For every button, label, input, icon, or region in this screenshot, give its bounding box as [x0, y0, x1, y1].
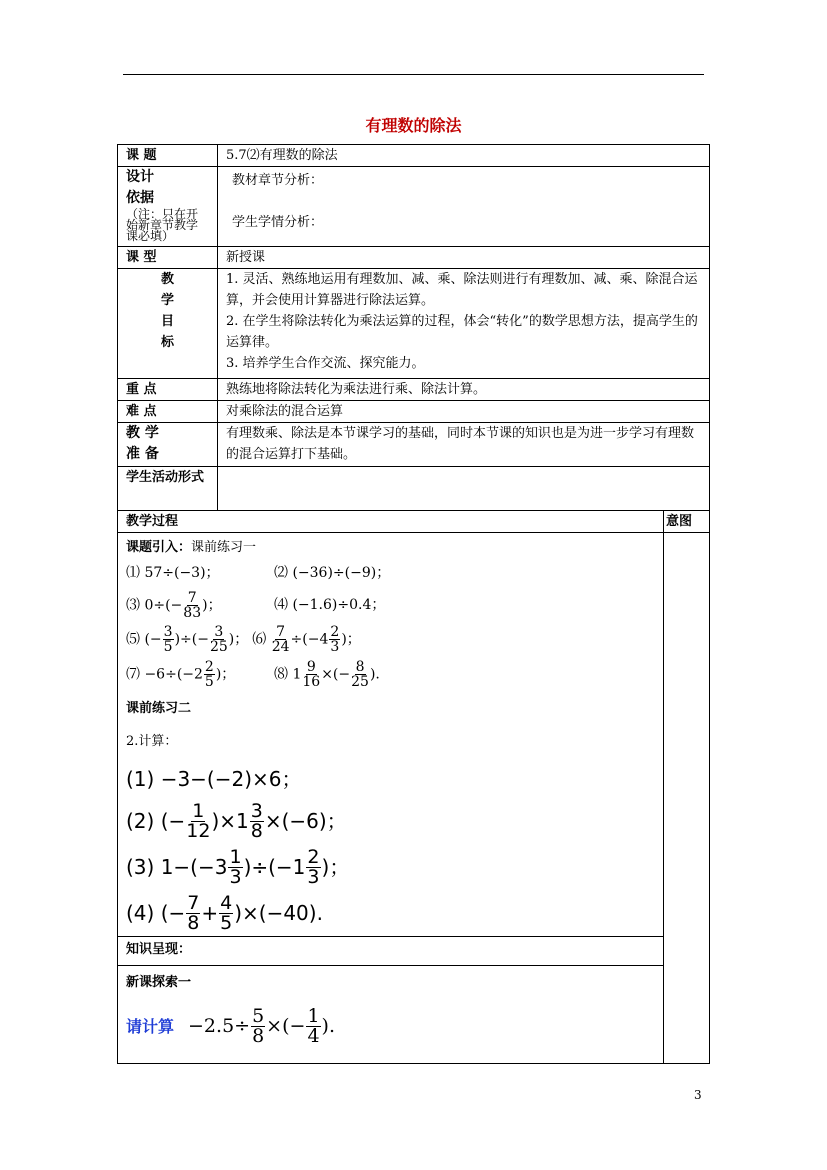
- intent-label: 意图: [664, 511, 710, 533]
- exercise-4: ⑷ (−1.6)÷0.4；: [274, 596, 386, 613]
- difficulty-label: 难 点: [118, 401, 218, 423]
- header-rule: [123, 74, 704, 75]
- explore-expression: 请计算 −2.5÷ $\frac{5}{8}$ ×(− $\frac{1}{4}$ ).: [126, 1005, 335, 1047]
- prep-label-1: 教 学: [126, 425, 159, 441]
- design-label-2: 依据: [126, 190, 154, 206]
- student-analysis: 学生学情分析：: [232, 215, 324, 230]
- exercise-2: ⑵ (−36)÷(−9)；: [274, 564, 391, 581]
- key-point-label: 重 点: [118, 379, 218, 401]
- exercise-row: [126, 656, 655, 692]
- goal-char: 学: [160, 293, 174, 308]
- textbook-analysis: 教材章节分析：: [232, 173, 324, 188]
- prep-value: 有理数乘、除法是本节课学习的基础，同时本节课的知识也是为进一步学习有理数的混合运算打下基础。: [218, 423, 710, 467]
- design-label-1: 设计: [126, 169, 154, 185]
- activity-form-value: [218, 467, 710, 511]
- exercise-6: ⑹ $\frac{7}{24}$ ÷(−4 $\frac{2}{3}$ )；: [252, 623, 361, 655]
- practice-2-label: 课前练习二: [126, 701, 192, 716]
- design-note: （注：只在开始新章节教学课必填）: [126, 207, 199, 243]
- exercise-1: ⑴ 57÷(−3)；: [126, 564, 220, 581]
- process-label: 教学过程: [118, 511, 664, 533]
- knowledge-label: 知识呈现：: [118, 937, 664, 966]
- calc-1: (1) −3−(−2)×6；: [126, 766, 302, 791]
- goal-char: 教: [160, 272, 174, 287]
- process-content: [118, 533, 664, 937]
- goal-char: 标: [160, 335, 174, 350]
- page-number: 3: [694, 1088, 702, 1102]
- prep-label: [118, 423, 218, 467]
- calc-label: 2.计算：: [126, 734, 178, 749]
- lesson-type-label: 课 型: [118, 247, 218, 269]
- intent-column: [664, 533, 710, 1064]
- exercise-7: ⑺ −6÷(−2 $\frac{2}{5}$ )；: [126, 658, 236, 690]
- design-basis-label: [118, 167, 218, 247]
- key-point-value: 熟练地将除法转化为乘法进行乘、除法计算。: [218, 379, 710, 401]
- calc-3: (3) 1−(−3 $\frac{1}{3}$ )÷(−1 $\frac{2}{3}$ )；: [126, 845, 350, 888]
- goal-1: 1. 灵活、熟练地运用有理数加、减、乘、除法则进行有理数加、减、乘、除混合运算，并会使用计算器进行除法运算。: [226, 272, 698, 308]
- exercise-row: [126, 558, 655, 588]
- intro-label: 课题引入：: [126, 540, 192, 555]
- lesson-type-value: 新授课: [218, 247, 710, 269]
- calc-4: (4) (− $\frac{7}{8}$ + $\frac{4}{5}$ )×(−40).: [126, 891, 323, 934]
- topic-label: 课 题: [118, 145, 218, 167]
- exercise-3: ⑶ 0÷(− $\frac{7}{83}$ )；: [126, 589, 222, 621]
- prep-label-2: 准 备: [126, 446, 159, 462]
- explore-prompt: 请计算: [126, 1017, 175, 1036]
- exercise-row: [126, 588, 655, 622]
- explore-cell: [118, 966, 664, 1064]
- intro-text: 课前练习一: [191, 540, 257, 555]
- calc-2: (2) (− $\frac{1}{12}$ )×1 $\frac{3}{8}$ ×(−6)；: [126, 799, 347, 842]
- exercise-8: ⑻ 1 $\frac{9}{16}$ ×(− $\frac{8}{25}$ ).: [274, 658, 380, 690]
- topic-value: 5.7⑵有理数的除法: [218, 145, 710, 167]
- difficulty-value: 对乘除法的混合运算: [218, 401, 710, 423]
- goal-char: 目: [160, 314, 174, 329]
- lesson-plan-table: [117, 144, 710, 1064]
- activity-form-label: 学生活动形式: [118, 467, 218, 511]
- exercise-5: ⑸ (− $\frac{3}{5}$ )÷(− $\frac{3}{25}$ )；: [126, 623, 249, 655]
- exercise-row: [126, 622, 655, 656]
- explore-label: 新课探索一: [126, 975, 192, 990]
- document-title: 有理数的除法: [365, 116, 462, 135]
- goals-label: [118, 269, 218, 379]
- goal-2: 2. 在学生将除法转化为乘法运算的过程，体会“转化”的数学思想方法，提高学生的运算律。: [226, 314, 698, 350]
- goal-3: 3. 培养学生合作交流、探究能力。: [226, 356, 425, 371]
